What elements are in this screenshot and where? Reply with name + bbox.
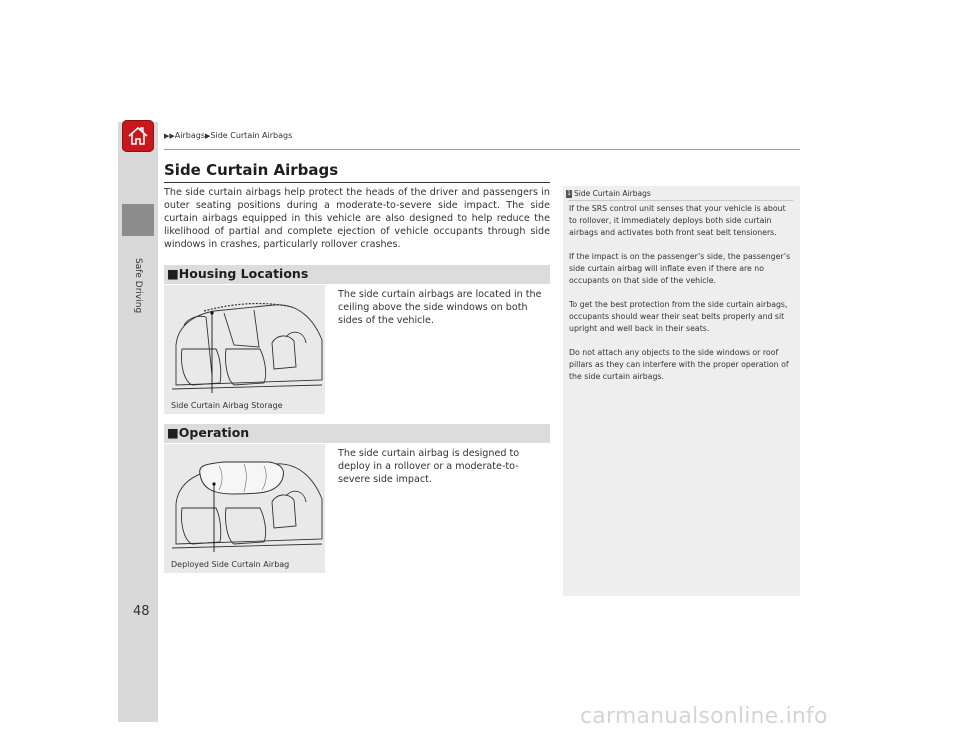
figure-caption: Side Curtain Airbag Storage (171, 401, 283, 410)
figure-airbag-storage (164, 285, 325, 414)
divider (164, 182, 550, 183)
home-button[interactable] (122, 120, 154, 152)
section-heading-operation (164, 424, 550, 443)
note-paragraph: Do not attach any objects to the side windows or roof pillars as they can interfere with the proper operation of the side curtain airbags. (569, 348, 789, 381)
home-icon (126, 124, 150, 148)
car-interior-illustration (164, 444, 325, 573)
divider (164, 149, 800, 150)
section-heading-text: ■Housing Locations (167, 266, 309, 281)
section-heading-housing (164, 265, 550, 284)
note-paragraph: If the impact is on the passenger’s side, the passenger’s side curtain airbag will inflate even if there are no occupants on that side of the vehicle. (569, 252, 791, 285)
figure-deployed-airbag (164, 444, 325, 573)
divider (568, 200, 793, 201)
page-title: Side Curtain Airbags (164, 161, 339, 179)
section-label (131, 258, 145, 314)
breadcrumb-item-current: Side Curtain Airbags (210, 131, 293, 140)
note-heading (566, 189, 651, 198)
operation-text: The side curtain airbag is designed to deploy in a rollover or a moderate-to-severe side impact. (338, 448, 520, 485)
housing-text: The side curtain airbags are located in the ceiling above the side windows on both sides of the vehicle. (338, 289, 542, 326)
breadcrumb-arrow-icon: ▶ (205, 132, 211, 140)
figure-caption: Deployed Side Curtain Airbag (171, 560, 290, 569)
note-body (569, 203, 795, 395)
intro-paragraph: The side curtain airbags help protect the heads of the driver and passengers in outer seating positions during a moderate-to-severe side impact. The side curtain airbags equipped in this vehicle are also designed to help reduce the likelihood of partial and complete ejection of vehicle occupants through side windows in crashes, particularly rollover crashes. (164, 187, 550, 250)
breadcrumb-arrow-icon: ▶▶ (164, 132, 175, 140)
note-index-badge: 1 (567, 190, 571, 197)
note-paragraph: If the SRS control unit senses that your vehicle is about to rollover, it immediately deploys both side curtain airbags and activates both front seat belt tensioners. (569, 204, 786, 237)
car-interior-illustration (164, 285, 325, 414)
note-title[interactable]: Side Curtain Airbags (574, 189, 651, 198)
note-paragraph: To get the best protection from the side curtain airbags, occupants should wear their seat belts properly and sit upright and well back in their seats. (569, 300, 788, 333)
watermark: carmanualsonline.info (580, 704, 828, 729)
side-note-panel (563, 186, 800, 596)
section-heading-text: ■Operation (167, 425, 250, 440)
section-label-text: Safe Driving (133, 258, 143, 314)
breadcrumb-item-airbags[interactable]: Airbags (174, 131, 205, 140)
page-number: 48 (133, 604, 150, 619)
breadcrumb (164, 131, 292, 140)
chapter-tab[interactable] (122, 204, 154, 236)
